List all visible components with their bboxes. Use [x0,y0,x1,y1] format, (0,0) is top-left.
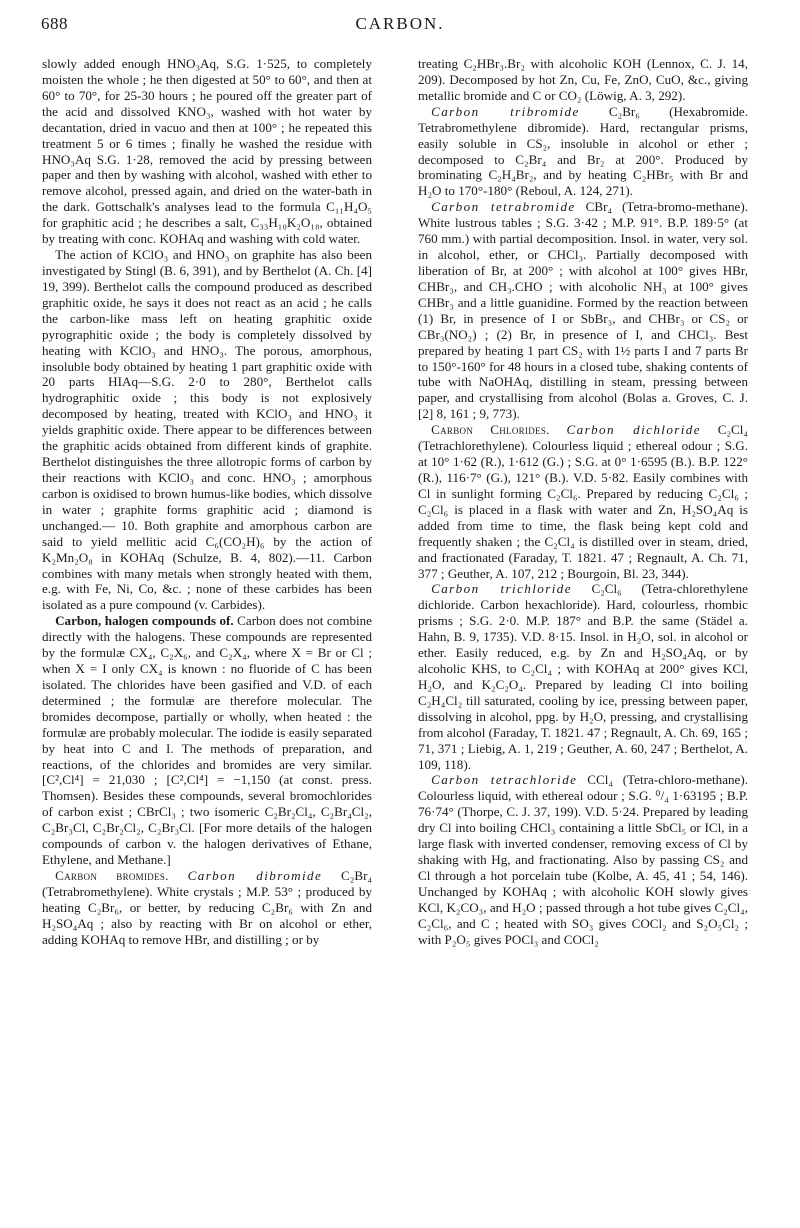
paragraph-text: The action of KClO₃ and HNO₃ on graphite has also been investigated by Stingl (B. 6, 391), and by Berthelot (A. Ch. [4] 19, 399). Berthelot calls the compound produced as described graphitic oxide, he says it does not react as an acid ; he calls the carbon-like mass left on heating graphitic oxide pyrographitic oxide ; the body is completely dissolved by heating with KClO₃ and HNO₃. The porous, amorphous, insoluble body obtained by heating 1 part graphitic oxide with 20 parts HIAq—S.G. 2·0 to 280°, Berthelot calls hydrographitic oxide ; this body is not explosively decomposed by heating, treated with KClO₃ and HNO₃ it yields graphitic oxide. There appear to be differences between the graphitic acids obtained from different kinds of graphite. Berthelot distinguishes the three allotropic forms of carbon by their reactions with KClO₃ and conc. HNO₃ ; amorphous carbon is oxidised to brown humus-like bodies, which dissolve in water ; graphite forms graphitic acid ; diamond is unchanged.— 10. Both graphite and amorphous carbon are said to yield mellitic acid C₆(CO₂H)₆ by the action of K₂Mn₂O₈ in KOHAq (Schulze, B. 4, 802).—11. Carbon combines with many metals when strongly heated with them, e.g. with Fe, Ni, Co, &c. ; none of these carbides has been isolated as a pure compound (v. Carbides). [42,247,372,613]
paragraph [42,247,372,613]
paragraph [418,772,748,947]
entry-lead: Carbon dichloride [566,422,701,438]
left-column [42,56,372,1216]
paragraph-text: CBr₄ (Tetra-bromo-methane). White lustrous tables ; S.G. 3·42 ; M.P. 91°. B.P. 189·5° (at 760 mm.) with partial decomposition. Insol. in water, very sol. in alcohol, ether, or CHCl₃. Partially decomposed with liberation of Br, at 200° ; with alcohol at 100° gives HBr, CHBr₃, and CH₃.CHO ; with alcoholic NH₃ at 100° gives CHBr₃ and a little guanidine. Formed by the reaction between (1) Br, in presence of I or SbBr₃, and CHBr₃ or CS₂ or CBr₃(NO₂) ; (2) Br, in presence of I, and CHCl₃. Best prepared by heating 1 part CS₂ with 1½ parts I and 7 parts Br to 150°-160° for 48 hours in a closed tube, shaking contents of tube with NaOHAq, distilling in steam, pressing between paper, and crystallising from alcohol (Bolas a. Groves, C. J. [2] 8, 161 ; 9, 773). [418,199,748,422]
entry-lead: Carbon tetrabromide [431,199,576,215]
paragraph [42,56,372,247]
paragraph [418,56,748,104]
paragraph [418,199,748,422]
section-label: Carbon Chlorides. [431,422,550,438]
entry-lead: Carbon trichloride [431,581,572,597]
page-header [0,14,800,40]
entry-lead: Carbon tetrachloride [431,772,578,788]
paragraph-text: Carbon does not combine directly with the halogens. These compounds are represented by the formulæ CX₄, C₂X₆, and C₂X₄, where X = Br or Cl ; when X = I only CX₄ is known : no fluoride of C has been isolated. The chlorides have been gasified and V.D. of each determined ; the formulæ are therefore molecular. The bromides decompose, partially or wholly, when heated : the formulæ are probably molecular. The iodide is easily separated by heat into C and I. The methods of preparation, and reactions, of the chlorides and bromides are very similar. [C²,Cl⁴] = 21,030 ; [C²,Cl⁴] = −1,150 (at const. press. Thomsen). Besides these compounds, several bromochlorides of carbon exist ; CBrCl₃ ; two isomeric C₂Br₂Cl₄, C₂Br₄Cl₂, C₂Br₃Cl, C₂Br₂Cl₂, C₂Br₃Cl. [For more details of the halogen compounds of carbon v. the halogen derivatives of Ethane, Ethylene, and Methane.] [42,613,372,868]
paragraph-text: slowly added enough HNO₃Aq, S.G. 1·525, to completely moisten the whole ; he then digested at 50° to 60°, and then at 60° to 70°, for 25-30 hours ; he poured off the greater part of the acid and dissolved KNO₃, washed with hot water by decantation, dried in vacuo and then at 100° ; he repeated this treatment 5 or 6 times ; finally he washed the residue with HNO₃Aq S.G. 1·28, removed the acid by pressing between paper and then by washing with alcohol, washed with ether to remove alcohol, pressed again, and dried on the water-bath in the dark. Gottschalk's analyses lead to the formula C₁₁H₄O₅ for graphitic acid ; he describes a salt, C₃₃H₁₀K₂O₁₈, obtained by treating with conc. KOHAq and washing with cold water. [42,56,372,247]
paragraph-text: treating C₂HBr₃.Br₂ with alcoholic KOH (Lennox, C. J. 14, 209). Decomposed by hot Zn, Cu, Fe, ZnO, CuO, &c., giving metallic bromide and C or CO₂ (Löwig, A. 3, 292). [418,56,748,103]
running-head: CARBON. [355,14,445,33]
section-heading: Carbon, halogen compounds of. [55,613,234,629]
entry-lead: Carbon dibromide [187,868,323,884]
page-number: 688 [41,14,68,33]
paragraph [418,422,748,581]
paragraph [418,581,748,772]
paragraph-text: C₂Br₆ (Hexabromide. Tetrabromethylene dibromide). Hard, rectangular prisms, easily soluble in CS₂, insoluble in alcohol or ether ; decomposed to C₂Br₄ and Br₂ at 200°. Produced by brominating C₂H₄Br₂, and by heating C₂HBr₅ with Br and H₂O to 170°-180° (Reboul, A. 124, 271). [418,103,748,199]
entry-lead: Carbon tribromide [431,103,580,119]
paragraph [42,613,372,868]
paragraph-text: C₂Cl₄ (Tetrachlorethylene). Colourless liquid ; ethereal odour ; S.G. at 10° 1·62 (R.), 1·612 (G.) ; S.G. at 0° 1·6595 (B.). B.P. 122° (R.), 116·7° (G.), 121° (B.). V.D. 5·82. Easily combines with Cl in sunlight forming C₂Cl₆. Prepared by reducing C₂Cl₆ ; C₂Cl₆ is placed in a flask with water and Zn, H₂SO₄Aq is added from time to time, the flask being kept cold and frequently shaken ; the C₂Cl₄ is distilled over in steam, dried, and fractionated (Faraday, T. 1821. 47 ; Regnault, A. Ch. 71, 377 ; Geuther, A. 107, 212 ; Bourgoin, Bl. 23, 344). [418,422,748,581]
right-column [418,56,748,1216]
paragraph-text: C₂Cl₆ (Tetra-chlorethylene dichloride. Carbon hexachloride). Hard, colourless, rhombic prisms ; S.G. 2·0. M.P. 187° and B.P. the same (Städel a. Hahn, B. 9, 1735). V.D. 8·15. Insol. in H₂O, sol. in alcohol or ether. Easily reduced, e.g. by Zn and H₂SO₄Aq, or by alcoholic KHS, to C₂Cl₄ ; with KOHAq at 200° gives KCl, H₂O, and K₂C₂O₄. Prepared by leading Cl into boiling C₂H₄Cl₂ till saturated, cooling by ice, pressing between paper, dissolving in alcohol, ppg. by H₂O, pressing, and crystallising from alcohol (Faraday, T. 1821. 47 ; Regnault, A. Ch. 69, 165 ; 71, 371 ; Liebig, A. 1, 219 ; Geuther, A. 60, 247 ; Berthelot, A. 109, 118). [418,581,748,772]
section-label: Carbon bromides. [55,868,169,884]
paragraph-text: CCl₄ (Tetra-chloro-methane). Colourless liquid, with ethereal odour ; S.G. ⁰/₄ 1·63195 ; B.P. 76·74° (Thorpe, C. J. 37, 199). V.D. 5·24. Prepared by leading dry Cl into boiling CHCl₃ containing a little SbCl₅ or ICl, in a large flask with inverted condenser, removing excess of Cl by shaking with Hg, and fractionating. Also by passing CS₂ and Cl through a hot porcelain tube (Kolbe, A. 45, 41 ; 54, 146). Unchanged by KOHAq ; with alcoholic KOH slowly gives KCl, K₂CO₃, and H₂O ; passed through a hot tube gives C₂Cl₄, C₂Cl₆, and C ; heated with SO₃ gives COCl₂ and S₂O₅Cl₂ ; with P₂O₅ gives POCl₃ and COCl₂ [418,772,748,947]
paragraph [42,868,372,948]
paragraph [418,104,748,200]
paragraph-text: C₂Br₄ (Tetrabromethylene). White crystals ; M.P. 53° ; produced by heating C₂Br₆, or better, by reducing C₂Br₆ with Zn and H₂SO₄Aq ; also by reacting with Br on alcohol or ether, adding KOHAq to remove HBr, and distilling ; or by [42,868,372,947]
